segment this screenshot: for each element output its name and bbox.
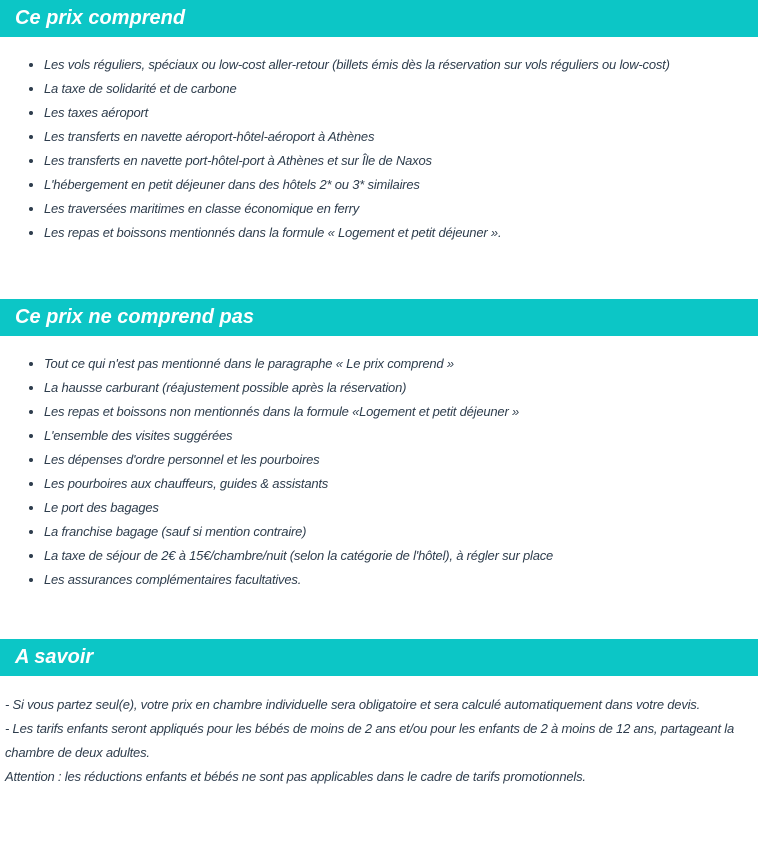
list-item: • Les transferts en navette port-hôtel-port à Athènes et sur Île de Naxos	[44, 149, 748, 173]
note-paragraph: - Les tarifs enfants seront appliqués pour les bébés de moins de 2 ans et/ou pour les enfants de 2 à moins de 12 ans, partageant la chambre de deux adultes.	[5, 721, 735, 760]
price-includes-list	[0, 53, 758, 245]
list-item: • Les vols réguliers, spéciaux ou low-cost aller-retour (billets émis dès la réservation sur vols réguliers ou low-cost)	[44, 53, 748, 77]
section-price-includes	[0, 0, 758, 245]
list-item: • Les repas et boissons mentionnés dans la formule « Logement et petit déjeuner ».	[44, 221, 748, 245]
list-item: • L'ensemble des visites suggérées	[44, 424, 748, 448]
list-item: • Les transferts en navette aéroport-hôtel-aéroport à Athènes	[44, 125, 748, 149]
section-price-excludes	[0, 299, 758, 592]
list-item: • Les dépenses d'ordre personnel et les pourboires	[44, 448, 748, 472]
list-item: • Tout ce qui n'est pas mentionné dans le paragraphe « Le prix comprend »	[44, 352, 748, 376]
list-item: • Les taxes aéroport	[44, 101, 748, 125]
note-paragraph: - Si vous partez seul(e), votre prix en chambre individuelle sera obligatoire et sera calculé automatiquement dans votre devis.	[5, 697, 701, 712]
list-item: • Les pourboires aux chauffeurs, guides & assistants	[44, 472, 748, 496]
section-header-price-excludes: Ce prix ne comprend pas	[0, 299, 758, 336]
list-item: • Les traversées maritimes en classe économique en ferry	[44, 197, 748, 221]
good-to-know-notes	[0, 693, 758, 789]
list-item: • La franchise bagage (sauf si mention contraire)	[44, 520, 748, 544]
list-item: • Les assurances complémentaires facultatives.	[44, 568, 748, 592]
list-item: • La taxe de séjour de 2€ à 15€/chambre/nuit (selon la catégorie de l'hôtel), à régler sur place	[44, 544, 748, 568]
list-item: • La taxe de solidarité et de carbone	[44, 77, 748, 101]
list-item: • Les repas et boissons non mentionnés dans la formule «Logement et petit déjeuner »	[44, 400, 748, 424]
section-header-price-includes: Ce prix comprend	[0, 0, 758, 37]
section-header-good-to-know: A savoir	[0, 639, 758, 676]
section-good-to-know	[0, 639, 758, 789]
list-item: • L'hébergement en petit déjeuner dans des hôtels 2* ou 3* similaires	[44, 173, 748, 197]
price-excludes-list	[0, 352, 758, 592]
note-paragraph: Attention : les réductions enfants et bébés ne sont pas applicables dans le cadre de tarifs promotionnels.	[5, 769, 586, 784]
list-item: • Le port des bagages	[44, 496, 748, 520]
list-item: • La hausse carburant (réajustement possible après la réservation)	[44, 376, 748, 400]
